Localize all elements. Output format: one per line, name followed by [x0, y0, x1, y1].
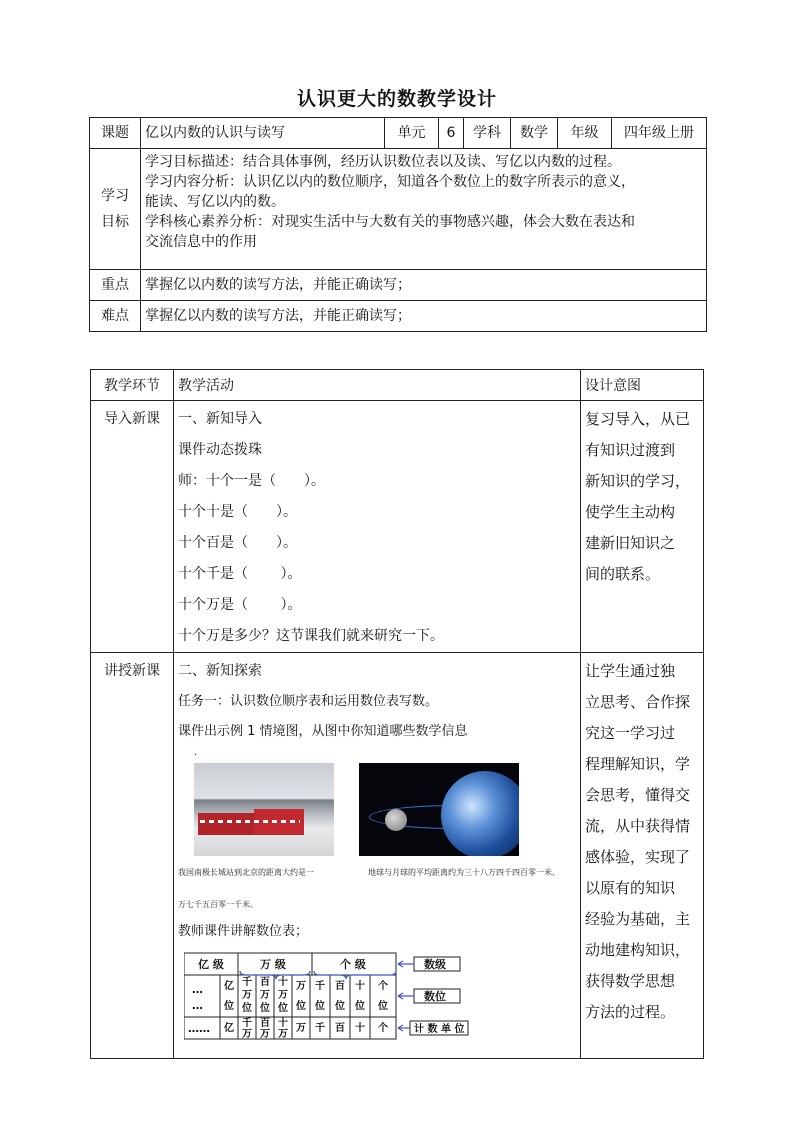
explore-line-4: 教师课件讲解数位表； — [178, 924, 309, 939]
explore-intent — [581, 653, 704, 1059]
header-activity: 教学活动 — [174, 370, 581, 401]
intro-activity — [174, 401, 581, 653]
ellipsis-1: … — [192, 983, 203, 996]
tag-place: 数位 — [424, 990, 446, 1003]
explore-intent-line-1: 让学生通过独 — [585, 662, 676, 680]
tag-group: 数级 — [424, 958, 446, 971]
lesson-value: 亿以内数的认识与读写 — [141, 118, 385, 149]
explore-intent-line-9: 经验为基础，主 — [585, 910, 691, 928]
unit-6: 百 — [335, 1023, 345, 1034]
unit-label: 单元 — [385, 118, 439, 149]
intro-line-4: 十个十是（ ）。 — [178, 504, 297, 520]
explore-row — [91, 653, 704, 1059]
header-intent: 设计意图 — [581, 370, 704, 401]
explore-intent-line-5: 会思考，懂得交 — [585, 786, 691, 804]
place-3: 十万位 — [278, 977, 288, 1014]
explore-intent-line-4: 程理解知识，学 — [585, 755, 691, 773]
key-value: 掌握亿以内数的读写方法，并能正确读写； — [141, 270, 707, 301]
explore-activity — [174, 653, 581, 1059]
place-5: 千位 — [315, 981, 325, 1012]
goals-label-line-1: 学习 — [101, 188, 129, 204]
place-4: 万位 — [296, 981, 306, 1012]
header-stage: 教学环节 — [91, 370, 174, 401]
intro-line-3: 师：十个一是（ ）。 — [178, 473, 325, 489]
explore-intent-line-2: 立思考、合作探 — [585, 693, 691, 711]
difficult-row — [90, 301, 707, 332]
situation-images: . 我国南极长城站到北京的距离大约是一 地球与月球的平均距离约为三十八万四千四百零一米。 万七千五百零一千米。 — [178, 747, 560, 909]
explore-line-3: 课件出示例 1 情境图，从图中你知道哪些数学信息 — [178, 724, 468, 739]
intro-intent-line-3: 新知识的学习， — [585, 472, 691, 490]
goal-line-2: 学习内容分析：认识亿以内的数位顺序，知道各个数位上的数字所表示的意义， — [145, 174, 635, 190]
group-ge-label: 个 级 — [340, 958, 366, 971]
goal-line-3: 能读、写亿以内的数。 — [145, 194, 285, 210]
difficult-value: 掌握亿以内数的读写方法，并能正确读写； — [141, 301, 707, 332]
key-label: 重点 — [90, 270, 141, 301]
ellipsis-3: …… — [188, 1022, 210, 1035]
goals-row — [90, 149, 707, 270]
goals-label — [90, 149, 141, 270]
place-2: 百万位 — [260, 977, 270, 1014]
explore-intent-line-10: 动地建构知识， — [585, 941, 691, 959]
group-yi-label: 亿 级 — [198, 958, 224, 971]
explore-stage: 讲授新课 — [91, 653, 174, 1059]
intro-intent-line-1: 复习导入，从已 — [585, 410, 691, 428]
lesson-row — [90, 118, 707, 149]
explore-intent-line-12: 方法的过程。 — [585, 1003, 676, 1021]
intro-line-7: 十个万是（ ）。 — [178, 597, 302, 613]
page-title: 认识更大的数教学设计 — [296, 88, 497, 110]
subject-label: 学科 — [464, 118, 511, 149]
goal-line-1: 学习目标描述：结合具体事例，经历认识数位表以及读、写亿以内数的过程。 — [145, 154, 621, 170]
place-value-diagram — [184, 951, 474, 1043]
goals-label-line-2: 目标 — [101, 214, 129, 230]
grade-value: 四年级上册 — [612, 118, 707, 149]
unit-8: 个 — [378, 1023, 388, 1034]
intro-line-2: 课件动态拨珠 — [178, 442, 262, 458]
ellipsis-2: … — [192, 999, 203, 1012]
unit-5: 千 — [315, 1023, 325, 1034]
intro-intent-line-2: 有知识过渡到 — [585, 441, 676, 459]
goal-line-4: 学科核心素养分析：对现实生活中与大数有关的事物感兴趣，体会大数在表达和 — [145, 214, 635, 230]
place-8: 个位 — [378, 981, 388, 1012]
place-7: 十位 — [355, 981, 365, 1012]
explore-intent-line-11: 获得数学思想 — [585, 972, 676, 990]
explore-intent-line-8: 以原有的知识 — [585, 879, 676, 897]
explore-intent-line-7: 感体验，实现了 — [585, 848, 691, 866]
place-1: 千万位 — [242, 977, 252, 1014]
goals-content — [141, 149, 707, 270]
earth-moon-photo — [359, 763, 519, 856]
intro-stage: 导入新课 — [91, 401, 174, 653]
place-6: 百位 — [335, 981, 345, 1012]
goal-line-5: 交流信息中的作用 — [145, 234, 257, 250]
lesson-label: 课题 — [90, 118, 141, 149]
unit-value: 6 — [439, 118, 464, 149]
intro-intent-line-4: 使学生主动构 — [585, 503, 676, 521]
place-value-chart — [178, 951, 576, 1043]
intro-line-5: 十个百是（ ）。 — [178, 535, 297, 551]
unit-7: 十 — [355, 1023, 365, 1034]
difficult-label: 难点 — [90, 301, 141, 332]
great-wall-station-photo — [194, 763, 334, 856]
teaching-header-row — [91, 370, 704, 401]
intro-line-6: 十个千是（ ）。 — [178, 566, 302, 582]
intro-line-1: 一、新知导入 — [178, 411, 262, 427]
unit-0: 亿 — [224, 1023, 234, 1034]
intro-intent — [581, 401, 704, 653]
teaching-table — [90, 369, 704, 1059]
intro-intent-line-6: 间的联系。 — [585, 565, 661, 583]
explore-intent-line-6: 流，从中获得情 — [585, 817, 691, 835]
intro-intent-line-5: 建新旧知识之 — [585, 534, 676, 552]
caption-moon: 地球与月球的平均距离约为三十八万四千四百零一米。 — [368, 868, 560, 877]
intro-line-8: 十个万是多少？这节课我们就来研究一下。 — [178, 628, 444, 644]
key-row — [90, 270, 707, 301]
unit-2: 百万 — [260, 1018, 270, 1040]
unit-3: 十万 — [278, 1018, 288, 1040]
caption-station: 我国南极长城站到北京的距离大约是一 — [178, 868, 314, 877]
lesson-info-table — [89, 117, 707, 332]
group-wan-label: 万 级 — [260, 958, 286, 971]
unit-4: 万 — [296, 1023, 306, 1034]
unit-1: 千万 — [242, 1018, 252, 1040]
place-0: 亿位 — [224, 981, 234, 1012]
explore-intent-line-3: 究这一学习过 — [585, 724, 676, 742]
caption-station-cont: 万七千五百零一千米。 — [178, 900, 258, 909]
explore-line-1: 二、新知探索 — [178, 663, 262, 679]
intro-row — [91, 401, 704, 653]
explore-line-2: 任务一：认识数位顺序表和运用数位表写数。 — [178, 694, 439, 709]
grade-label: 年级 — [558, 118, 612, 149]
subject-value: 数学 — [511, 118, 558, 149]
tag-unit: 计 数 单 位 — [414, 1024, 465, 1035]
